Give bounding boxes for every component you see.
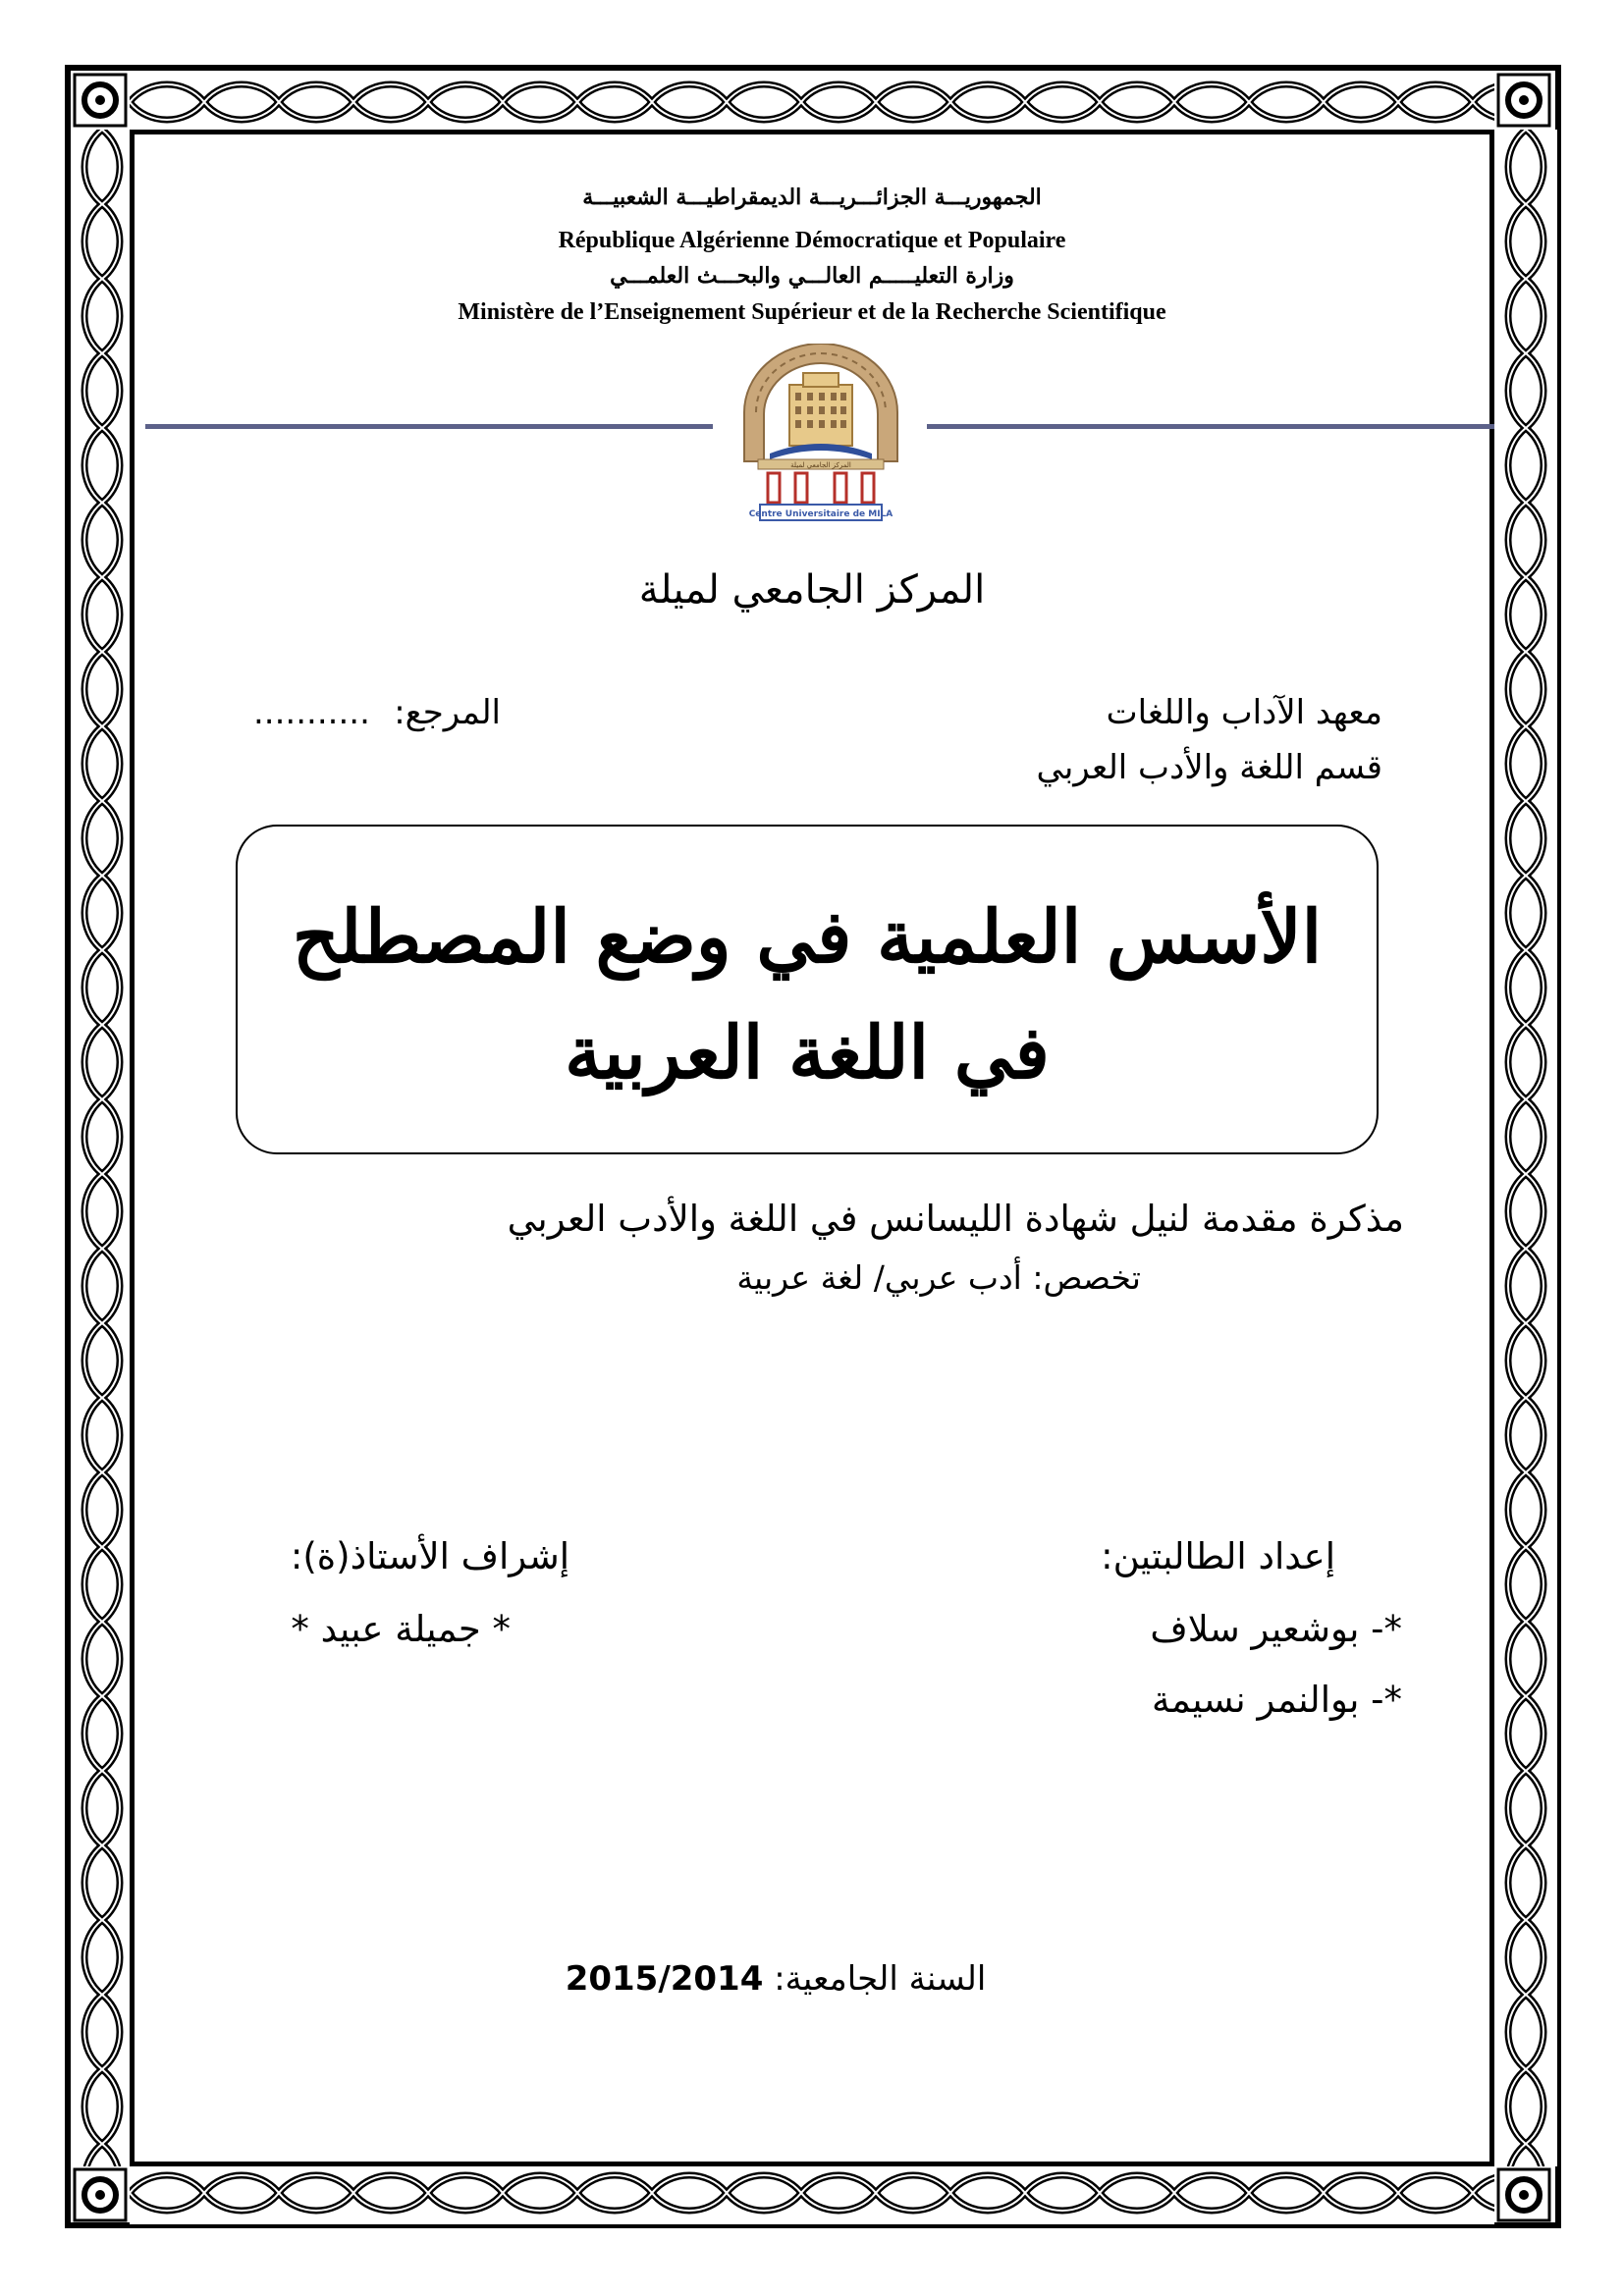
department-name: قسم اللغة والأدب العربي <box>1036 748 1382 787</box>
ministry-name-arabic: وزارة التعليـــــم العالـــي والبحـــث العلمـــي <box>610 263 1014 289</box>
border-left-chain <box>71 130 134 2166</box>
logo-emblem-text: المركز الجامعي لميلة <box>790 461 851 469</box>
ministry-name-french: Ministère de l’Enseignement Supérieur et de la Recherche Scientifique <box>458 299 1166 325</box>
specialty: تخصص: أدب عربي/ لغة عربية <box>736 1258 1141 1297</box>
university-logo <box>734 344 907 526</box>
republic-name-french: République Algérienne Démocratique et Populaire <box>558 228 1066 253</box>
republic-name-arabic: الجمهوريـــة الجزائـــريـــة الديمقراطيـــة الشعبيـــة <box>582 185 1042 210</box>
reference-value: ........... <box>253 693 370 732</box>
academic-year-value: 2015/2014 <box>565 1959 764 1999</box>
thesis-title-line-1: الأسس العلمية في وضع المصطلح <box>292 895 1323 980</box>
student-name: *- بوشعير سلاف <box>1150 1608 1402 1650</box>
border-bottom-chain <box>130 2162 1494 2224</box>
corner-ornament-icon <box>73 73 128 128</box>
header-rule-right <box>927 424 1494 429</box>
reference-label: المرجع: <box>394 693 501 732</box>
corner-ornament-icon <box>1496 2167 1551 2222</box>
thesis-title-box <box>236 825 1379 1154</box>
logo-caption: Centre Universitaire de MILA <box>748 509 893 519</box>
institute-name: معهد الآداب واللغات <box>1106 693 1382 732</box>
header-rule-left <box>145 424 713 429</box>
student-name: *- بوالنمر نسيمة <box>1151 1679 1402 1721</box>
border-right-chain <box>1494 130 1557 2166</box>
supervisor-name: * جميلة عبيد * <box>291 1608 511 1650</box>
students-label: إعداد الطالبتين: <box>1101 1535 1335 1577</box>
corner-ornament-icon <box>73 2167 128 2222</box>
center-name: المركز الجامعي لميلة <box>638 567 986 613</box>
academic-year-label: السنة الجامعية: <box>774 1959 987 1999</box>
corner-ornament-icon <box>1496 73 1551 128</box>
thesis-purpose: مذكرة مقدمة لنيل شهادة الليسانس في اللغة والأدب العربي <box>507 1198 1404 1240</box>
academic-year <box>550 1959 1001 1999</box>
supervisor-label: إشراف الأستاذ(ة): <box>290 1535 569 1577</box>
border-top-chain <box>130 71 1494 133</box>
thesis-title-line-2: في اللغة العربية <box>565 1011 1050 1095</box>
